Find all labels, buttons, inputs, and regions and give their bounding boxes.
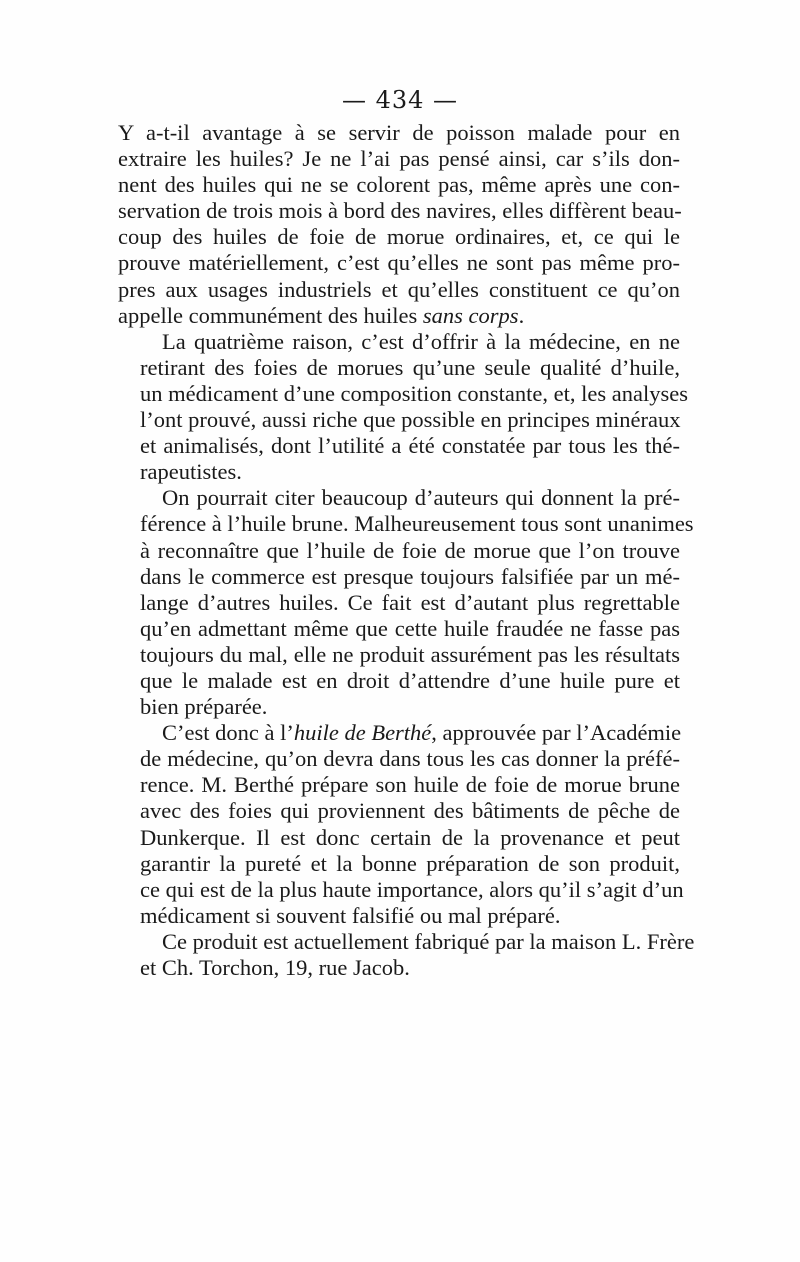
text-fragment: appelle communément des huiles (118, 302, 423, 328)
text-line: un médicament d’une composition constante, et, les analyses (140, 380, 688, 406)
text-line: dans le commerce est presque toujours falsifiée par un mé- (140, 563, 680, 589)
text-line: férence à l’huile brune. Malheureusement tous sont unanimes (140, 511, 694, 537)
paragraph-2 (118, 328, 688, 486)
text-line: à reconnaître que l’huile de foie de morue que l’on trouve (140, 537, 680, 563)
text-line: médicament si souvent falsifié ou mal préparé. (140, 902, 561, 928)
text-line: de médecine, qu’on devra dans tous les cas donner la préfé- (140, 746, 680, 772)
text-line: Y a-t-il avantage à se servir de poisson malade pour en (118, 120, 680, 145)
text-line: et animalisés, dont l’utilité a été constatée par tous les thé- (140, 433, 680, 459)
text-line: rence. M. Berthé prépare son huile de foie de morue brune (140, 772, 680, 798)
text-line: et Ch. Torchon, 19, rue Jacob. (140, 955, 410, 980)
text-line: que le malade est en droit d’attendre d’une huile pure et (140, 667, 680, 693)
paragraph-3 (118, 485, 694, 720)
text-line (118, 303, 680, 329)
text-line: rapeutistes. (140, 459, 242, 485)
text-line: retirant des foies de morues qu’une seule qualité d’huile, (140, 354, 680, 380)
text-line: coup des huiles de foie de morue ordinaires, et, ce qui le (118, 224, 680, 250)
text-line: pres aux usages industriels et qu’elles constituent ce qu’on (118, 276, 680, 302)
text-line (118, 720, 680, 746)
text-fragment: C’est donc à l’ (162, 720, 294, 746)
text-line: extraire les huiles? Je ne l’ai pas pensé ainsi, car s’ils don- (118, 146, 680, 172)
text-line: lange d’autres huiles. Ce fait est d’autant plus regrettable (140, 589, 680, 615)
text-line: Dunkerque. Il est donc certain de la provenance et peut (140, 824, 680, 850)
text-line: garantir la pureté et la bonne préparation de son produit, (140, 850, 680, 876)
italic-phrase: huile de Berthé (293, 720, 432, 746)
text-line: bien préparée. (140, 694, 268, 720)
text-line: On pourrait citer beaucoup d’auteurs qui donnent la pré- (162, 485, 680, 511)
text-line: La quatrième raison, c’est d’offrir à la médecine, en ne (162, 328, 680, 354)
text-line: qu’en admettant même que cette huile fraudée ne fasse pas (140, 615, 680, 641)
paragraph-5 (118, 928, 695, 981)
italic-phrase: sans corps (422, 302, 519, 328)
page-number: — 434 — (341, 86, 459, 114)
text-line: ce qui est de la plus haute importance, alors qu’il s’agit d’un (140, 876, 684, 902)
text-fragment: , approuvée par l’Académie (431, 720, 682, 746)
text-line: prouve matériellement, c’est qu’elles ne sont pas même pro- (118, 250, 680, 276)
text-line: l’ont prouvé, aussi riche que possible en principes minéraux (140, 407, 681, 433)
text-line: nent des huiles qui ne se colorent pas, même après une con- (118, 172, 680, 198)
paragraph-4 (118, 720, 684, 929)
text-line: toujours du mal, elle ne produit assurément pas les résultats (140, 641, 680, 667)
body-text (118, 120, 695, 981)
text-line: Ce produit est actuellement fabriqué par la maison L. Frère (162, 928, 695, 954)
text-fragment: . (518, 302, 525, 328)
text-line: servation de trois mois à bord des navires, elles diffèrent beau- (118, 198, 682, 224)
paragraph-1 (118, 120, 680, 329)
text-line: avec des foies qui proviennent des bâtiments de pêche de (140, 798, 680, 824)
